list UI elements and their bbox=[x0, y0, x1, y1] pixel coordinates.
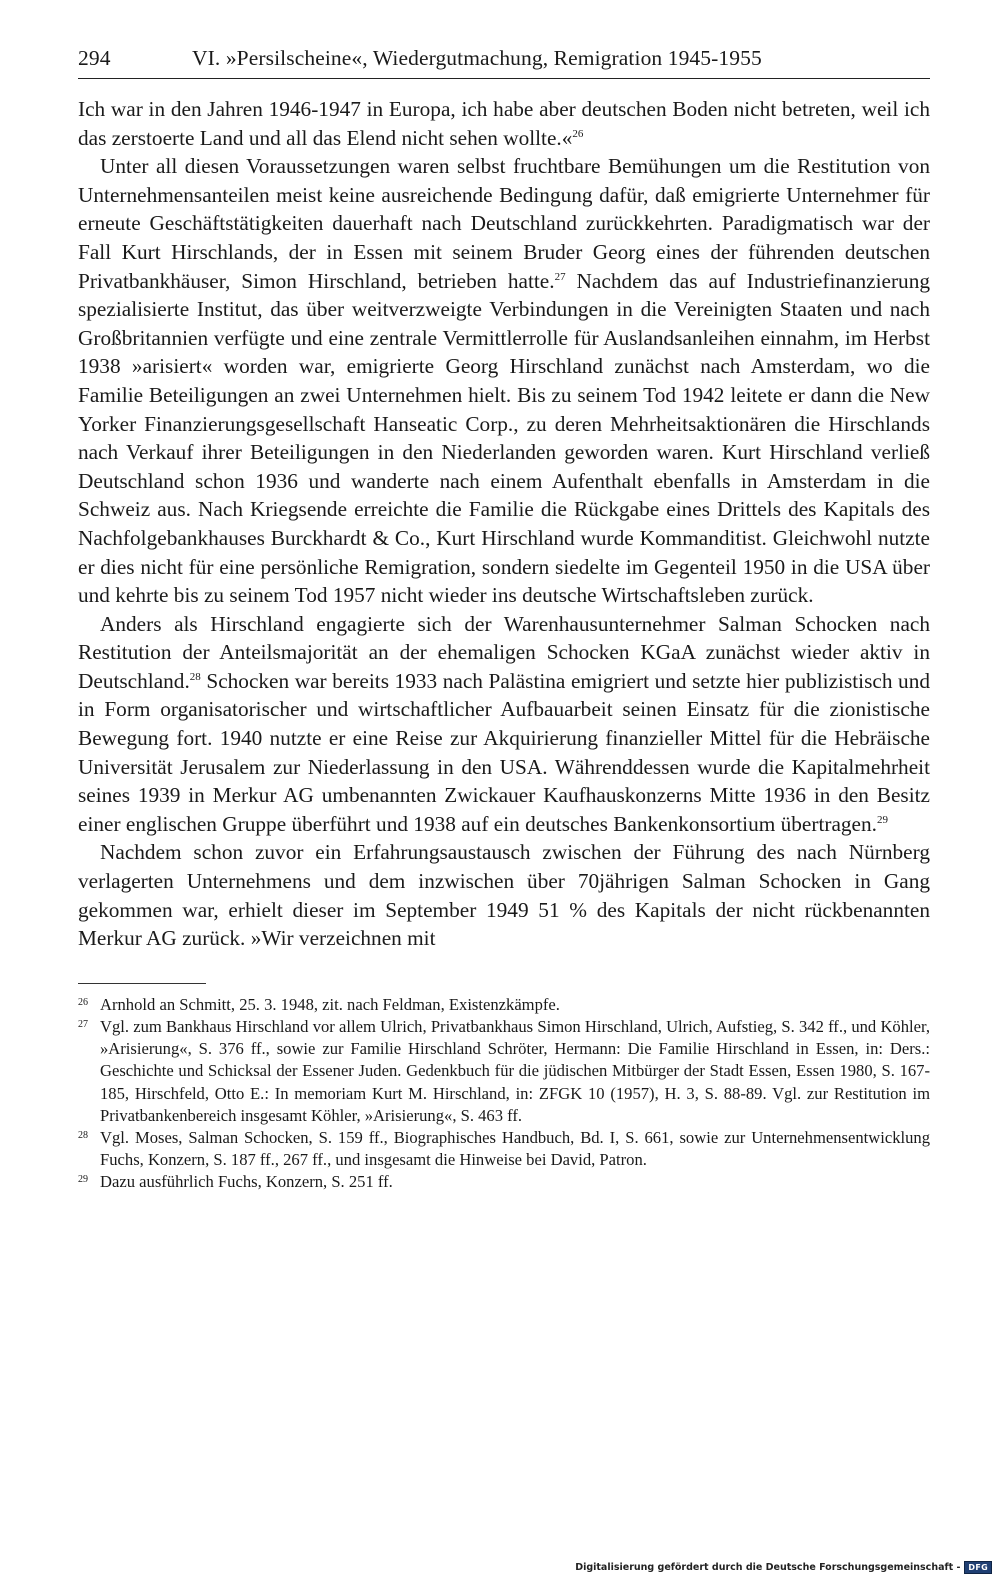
body-paragraph bbox=[78, 95, 930, 152]
footnote-divider bbox=[78, 983, 206, 984]
body-paragraph bbox=[78, 838, 930, 952]
paragraph-text: Nachdem das auf Industriefinanzierung spezialisierte Institut, das über weitverzweigte Verbindungen in die Vereinigten Staaten und nach Großbritannien verfügte und eine zentrale Vermittlerrolle für Auslandsanleihen einnahm, im Herbst 1938 »arisiert« worden war, emigrierte Georg Hirschland zunächst nach Amsterdam, wo die Familie Beteiligungen an zwei Unternehmen hielt. Bis zu seinem Tod 1942 leitete er dann die New Yorker Finanzierungsgesellschaft Hanseatic Corp., zu deren Mehrheitsaktionären die Hirschlands nach Verkauf ihrer Beteiligungen in den Niederlanden geworden waren. Kurt Hirschland verließ Deutschland schon 1936 und wanderte nach einem Aufenthalt ebenfalls in Amsterdam in die Schweiz aus. Nach Kriegsende erreichte die Familie die Rückgabe eines Drittels des Kapitals des Nachfolgebankhauses Burckhardt & Co., Kurt Hirschland wurde Kommanditist. Gleichwohl nutzte er dies nicht für eine persönliche Remigration, sondern siedelte im Gegenteil 1950 in die USA über und kehrte bis zu seinem Tod 1957 nicht wieder ins deutsche Wirtschaftsleben zurück. bbox=[78, 268, 930, 608]
running-title: VI. »Persilscheine«, Wiedergutmachung, Remigration 1945-1955 bbox=[192, 46, 762, 70]
paragraph-text: Ich war in den Jahren 1946-1947 in Europa, ich habe aber deutschen Boden nicht betreten, weil ich das zerstoerte Land und all das Elend nicht sehen wollte.« bbox=[78, 97, 930, 150]
footnote-text: Vgl. Moses, Salman Schocken, S. 159 ff., Biographisches Handbuch, Bd. I, S. 661, sowie zur Unternehmensentwicklung Fuchs, Konzern, S. 187 ff., 267 ff., und insgesamt die Hinweise bei David, Patron. bbox=[100, 1128, 930, 1170]
footnotes-section bbox=[78, 994, 930, 1194]
paragraph-text: Nachdem schon zuvor ein Erfahrungsaustausch zwischen der Führung des nach Nürnberg verlagerten Unternehmens und dem inzwischen über 70jährigen Salman Schocken in Gang gekommen war, erhielt dieser im September 1949 51 % des Kapitals der nicht rückbenannten Merkur AG zurück. »Wir verzeichnen mit bbox=[78, 840, 930, 951]
footnote-number: 28 bbox=[78, 1130, 88, 1142]
footnote-reference[interactable]: 28 bbox=[189, 670, 201, 683]
footnote-text: Vgl. zum Bankhaus Hirschland vor allem Ulrich, Privatbankhaus Simon Hirschland, Ulrich, Aufstieg, S. 342 ff., und Köhler, »Arisierung«, S. 376 ff., sowie zur Familie Hirschland Schröter, Hermann: Die Familie Hirschland in Essen, in: Ders.: Geschichte und Schicksal der Essener Juden. Gedenkbuch für die jüdischen Mitbürger der Stadt Essen, Essen 1980, S. 167-185, Hirschfeld, Otto E.: In memoriam Kurt M. Hirschland, in: ZFGK 10 (1957), H. 3, S. 88-89. Vgl. zur Restitution im Privatbankenbereich insgesamt Köhler, »Arisierung«, S. 463 ff. bbox=[100, 1017, 930, 1125]
body-paragraph bbox=[78, 610, 930, 839]
credit-text: Digitalisierung gefördert durch die Deutsche Forschungsgemeinschaft - bbox=[575, 1562, 961, 1573]
footnote bbox=[78, 1016, 930, 1127]
footnote-text: Arnhold an Schmitt, 25. 3. 1948, zit. nach Feldman, Existenzkämpfe. bbox=[100, 994, 560, 1014]
book-page bbox=[78, 44, 930, 1194]
page-number: 294 bbox=[78, 46, 111, 70]
footnote-number: 26 bbox=[78, 996, 88, 1008]
footnote bbox=[78, 1127, 930, 1171]
footnote-reference[interactable]: 27 bbox=[554, 270, 566, 283]
footnote bbox=[78, 994, 930, 1016]
running-header bbox=[78, 44, 930, 79]
footnote-text: Dazu ausführlich Fuchs, Konzern, S. 251 ff. bbox=[100, 1172, 393, 1192]
paragraph-text: Unter all diesen Voraussetzungen waren selbst fruchtbare Bemühungen um die Restitution von Unternehmensanteilen meist keine ausreichende Bedingung dafür, daß emigrierte Unternehmer für erneute Geschäftstätigkeiten dauerhaft nach Deutschland zurückkehrten. Paradigmatisch war der Fall Kurt Hirschlands, der in Essen mit seinem Bruder Georg eines der führenden deutschen Privatbankhäuser, Simon Hirschland, betrieben hatte. bbox=[78, 154, 930, 293]
footnote-reference[interactable]: 29 bbox=[877, 813, 888, 826]
footnote bbox=[78, 1171, 930, 1193]
digitization-credit bbox=[575, 1561, 992, 1574]
main-text bbox=[78, 95, 930, 953]
footnote-number: 29 bbox=[78, 1174, 88, 1186]
body-paragraph bbox=[78, 152, 930, 610]
footnote-number: 27 bbox=[78, 1019, 88, 1031]
paragraph-text: Schocken war bereits 1933 nach Palästina emigriert und setzte hier publizistisch und in Form organisatorischer und wirtschaftlicher Aufbauarbeit seinen Einsatz für die zionistische Bewegung fort. 1940 nutzte er eine Reise zur Akquirierung finanzieller Mittel für die Hebräische Universität Jerusalem zur Niederlassung in den USA. Währenddessen wurde die Kapitalmehrheit seines 1939 in Merkur AG umbenannten Zwickauer Kaufhauskonzerns Mitte 1936 in den Besitz einer englischen Gruppe überführt und 1938 auf ein deutsches Bankenkonsortium übertragen. bbox=[78, 668, 930, 836]
footnote-reference[interactable]: 26 bbox=[572, 127, 584, 140]
paragraph-text: Anders als Hirschland engagierte sich der Warenhausunternehmer Salman Schocken nach Restitution der Anteilsmajorität an der ehemaligen Schocken KGaA zunächst wieder aktiv in Deutschland. bbox=[78, 611, 930, 693]
dfg-logo: DFG bbox=[964, 1561, 992, 1574]
